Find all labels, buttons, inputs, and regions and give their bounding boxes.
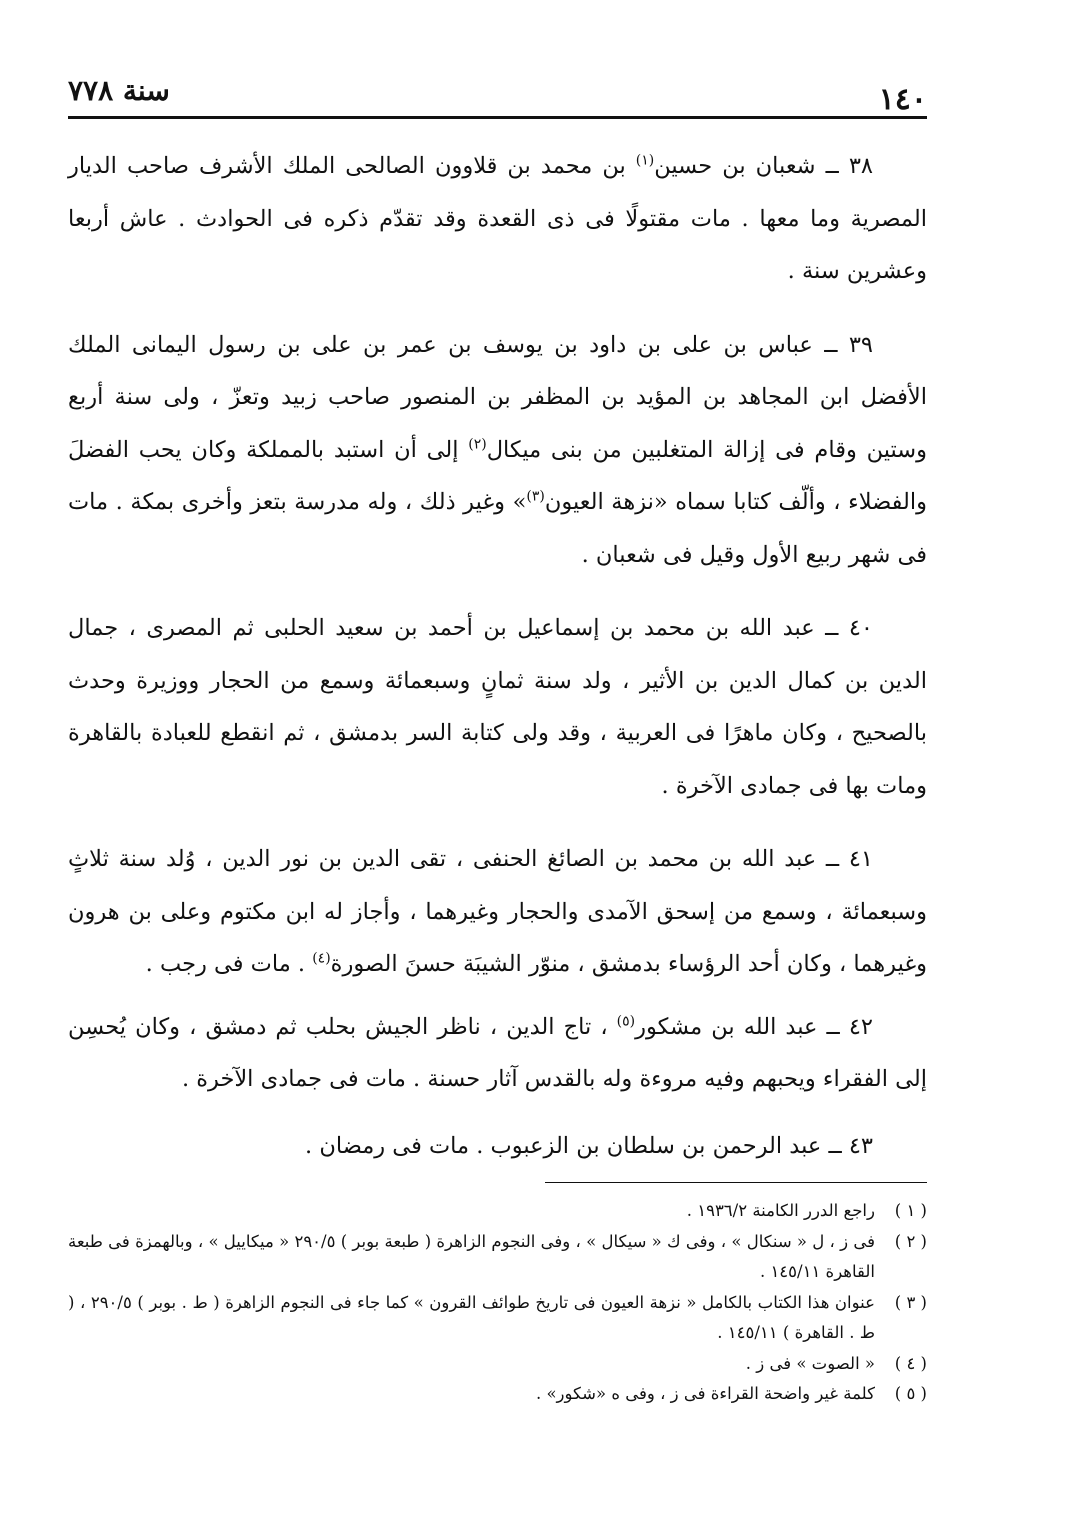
entry-text-cont: بن محمد بن قلاوون الصالحى الملك الأشرف صاحب الديار المصرية وما معها . مات مقتولًا فى ذى القعدة وقد تقدّم ذكره فى الحوادث . عاش أربعا وعشرين سنة . (68, 153, 927, 284)
page-number: ١٤٠ (878, 82, 927, 117)
footnote-ref: (١) (635, 152, 655, 169)
footnote-mark: ( ٣ ) (894, 1292, 927, 1312)
footnote-ref: (٢) (468, 436, 487, 452)
footnote-rule (545, 1182, 927, 1183)
entry-text-cont: . مات فى رجب . (145, 951, 313, 977)
entry-text-cont: ، تاج الدين ، ناظر الجيش بحلب ثم دمشق ، وكان يُحسِن إلى الفقراء ويحبهم وفيه مروءة وله بالقدس آثار حسنة . مات فى جمادى الآخرة . (68, 1013, 927, 1092)
entry-43 (68, 1120, 927, 1173)
footnotes (68, 1196, 927, 1410)
footnote-ref: (٥) (616, 1013, 636, 1029)
entry-text: ٤٣ ــ عبد الرحمن بن سلطان بن الزعبوب . مات فى رمضان . (305, 1132, 873, 1159)
footnote-ref: (٣) (526, 488, 545, 505)
footnote-text: راجع الدرر الكامنة ١٩٣٦/٢ . (686, 1201, 875, 1220)
footnote-mark: ( ٢ ) (894, 1231, 927, 1251)
main-text (68, 140, 927, 1172)
footnote-text: كلمة غير واضحة القراءة فى ز ، وفى ه «شكور» . (535, 1384, 875, 1403)
footnote-2 (68, 1227, 927, 1288)
entry-text: ٤١ ــ عبد الله بن محمد بن الصائغ الحنفى ، تقى الدين بن نور الدين ، وُلد سنة ثلاثٍ وسبعمائة ، وسمع من إسحق الآمدى والحجار وغيرهما ، وأجاز له ابن مكتوم وعلى بن هرون وغيرهما ، وكان أحد الرؤساء بدمشق ، منوّر الشيبَة حسنَ الصورة (68, 846, 927, 977)
entry-text-cont: إلى أن استبد بالمملكة وكان يحب الفضلَ والفضلاء ، وألّف كتابا سماه «نزهة العيون (68, 436, 927, 515)
entry-39 (68, 319, 927, 582)
page-header (68, 74, 927, 117)
footnote-mark: ( ١ ) (894, 1201, 927, 1220)
entry-text-cont: » وغير ذلك ، وله مدرسة بتعز وأخرى بمكة . مات فى شهر ربيع الأول وقيل فى شعبان . (68, 489, 927, 568)
entry-38 (68, 140, 927, 298)
footnote-text: عنوان هذا الكتاب بالكامل « نزهة العيون فى تاريخ طوائف القرون » كما جاء فى النجوم الزاهرة ( ط . بوبر ) ٢٩٠/٥ ، ( ط . القاهرة ) ١٤٥/١١ . (68, 1292, 875, 1342)
entry-text: ٤٠ ــ عبد الله بن محمد بن إسماعيل بن أحمد بن سعيد الحلبى ثم المصرى ، جمال الدين بن كمال الدين بن الأثير ، ولد سنة ثمانٍ وسبعمائة وسمع من الحجار ووزيرة وحدث بالصحيح ، وكان ماهرًا فى العربية ، وقد ولى كتابة السر بدمشق ، ثم انقطع للعبادة بالقاهرة ومات بها فى جمادى الآخرة . (68, 615, 927, 799)
footnote-mark: ( ٥ ) (894, 1384, 927, 1403)
entry-text: ٣٨ ــ شعبان بن حسين (654, 153, 873, 179)
entry-41 (68, 833, 927, 991)
entry-text: ٣٩ ــ عباس بن على بن داود بن يوسف بن عمر بن على بن رسول اليمانى الملك الأفضل ابن المجاهد بن المؤيد بن المظفر بن المنصور صاحب زبيد وتعزّ ، ولى سنة أربع وستين وقام فى إزالة المتغلبين من بنى ميكال (68, 331, 927, 463)
footnote-3 (68, 1288, 927, 1349)
entry-42 (68, 1001, 927, 1106)
entry-40 (68, 602, 927, 812)
footnote-text: فى ز ، ل « سنكال » ، وفى ك « سيكال » ، وفى النجوم الزاهرة ( طبعة بوبر ) ٢٩٠/٥ « ميكاييل » ، وبالهمزة فى طبعة القاهرة ١٤٥/١١ . (68, 1231, 875, 1281)
footnote-5 (68, 1379, 927, 1410)
footnote-1 (68, 1196, 927, 1227)
entry-text: ٤٢ ــ عبد الله بن مشكور (635, 1013, 873, 1040)
footnote-ref: (٤) (312, 950, 331, 967)
footnote-4 (68, 1349, 927, 1380)
footnote-text: « الصوت » فى ز . (745, 1353, 875, 1373)
running-head: سنة ٧٧٨ (68, 74, 170, 107)
footnote-mark: ( ٤ ) (894, 1353, 927, 1373)
header-rule (68, 116, 927, 119)
